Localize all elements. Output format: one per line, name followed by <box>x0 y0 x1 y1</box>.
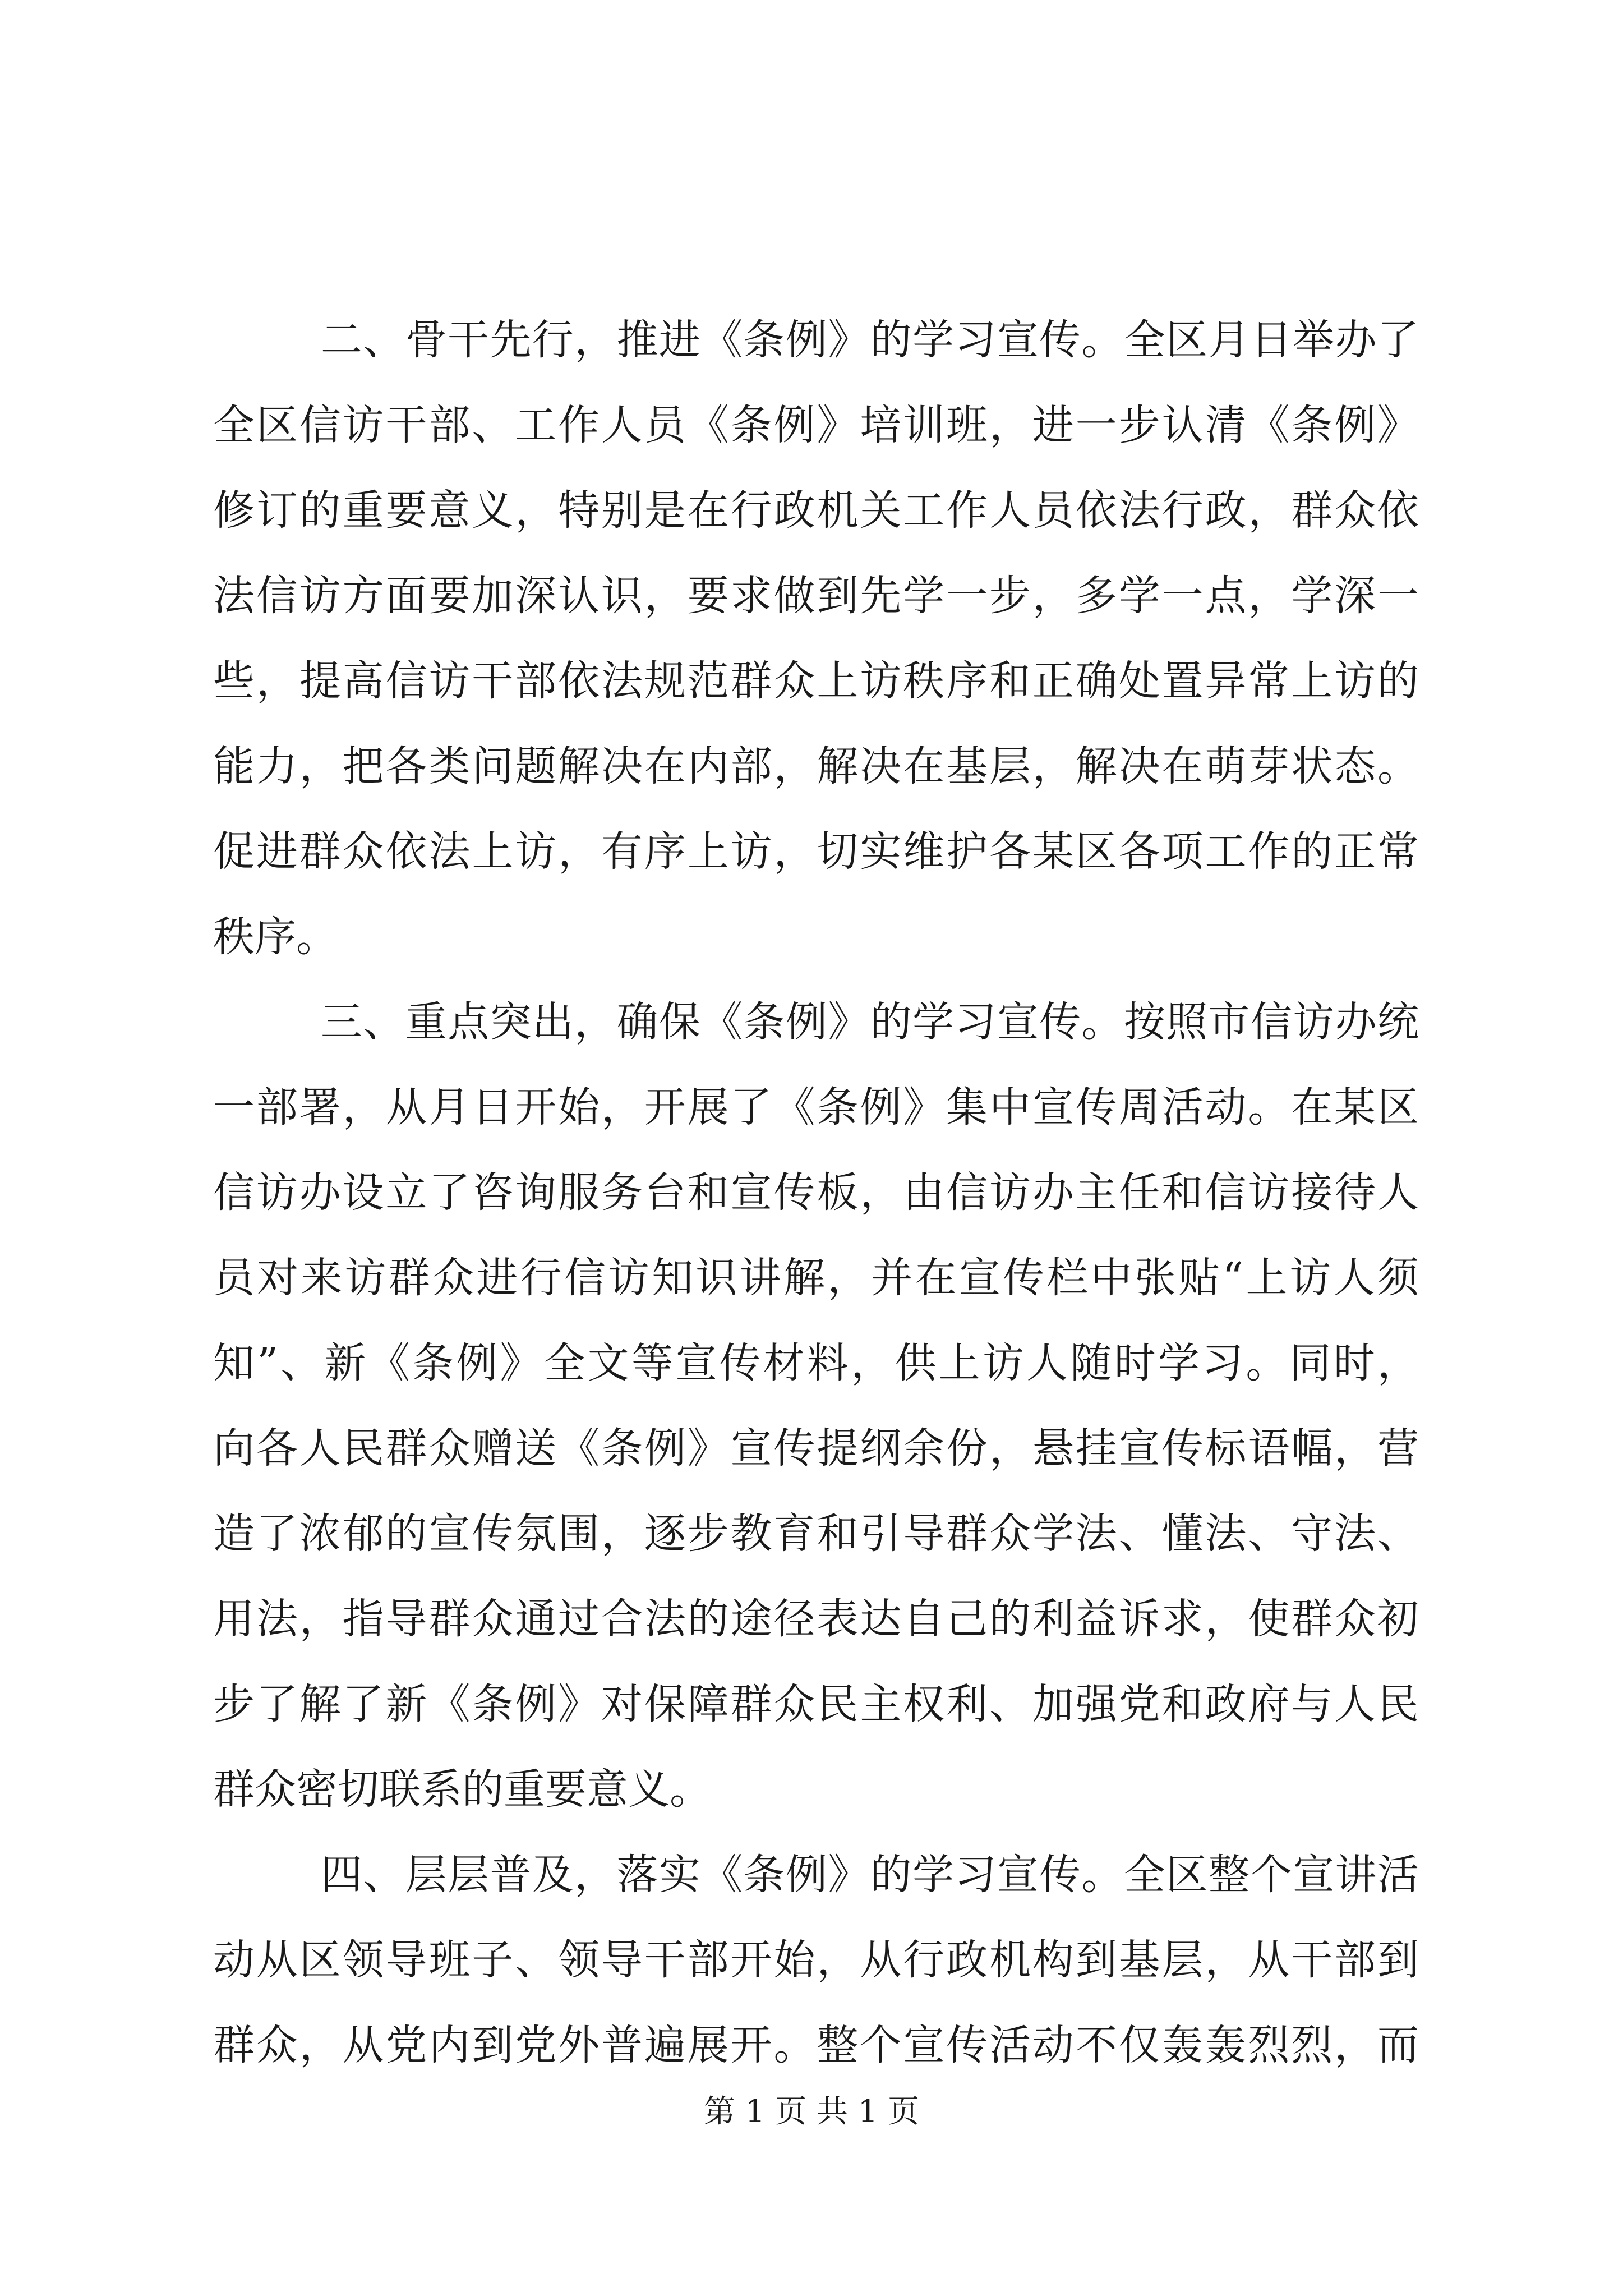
text-line: 促进群众依法上访，有序上访，切实维护各某区各项工作的正常 <box>213 827 1419 876</box>
text-line: 法信访方面要加深认识，要求做到先学一步，多学一点，学深一 <box>213 572 1419 620</box>
text-line: 全区信访干部、工作人员《条例》培训班，进一步认清《条例》 <box>213 401 1419 449</box>
text-line: 些，提高信访干部依法规范群众上访秩序和正确处置异常上访的 <box>213 657 1419 705</box>
text-line: 知”、新《条例》全文等宣传材料，供上访人随时学习。同时， <box>213 1339 1419 1387</box>
text-line: 造了浓郁的宣传氛围，逐步教育和引导群众学法、懂法、守法、 <box>213 1510 1419 1558</box>
text-line: 四、层层普及，落实《条例》的学习宣传。全区整个宣讲活 <box>321 1851 1419 1899</box>
text-line: 信访办设立了咨询服务台和宣传板，由信访办主任和信访接待人 <box>213 1168 1419 1217</box>
text-line: 向各人民群众赠送《条例》宣传提纲余份，悬挂宣传标语幅，营 <box>213 1424 1419 1473</box>
text-line: 二、骨干先行，推进《条例》的学习宣传。全区月日举办了 <box>321 316 1419 364</box>
page-footer: 第 1 页 共 1 页 <box>703 2093 920 2130</box>
text-line: 秩序。 <box>213 913 338 961</box>
text-line: 员对来访群众进行信访知识讲解，并在宣传栏中张贴“上访人须 <box>213 1254 1419 1302</box>
paragraph <box>213 1832 1419 2088</box>
text-line: 动从区领导班子、领导干部开始，从行政机构到基层，从干部到 <box>213 1936 1419 1984</box>
text-line: 一部署，从月日开始，开展了《条例》集中宣传周活动。在某区 <box>213 1083 1419 1131</box>
text-line: 步了解了新《条例》对保障群众民主权利、加强党和政府与人民 <box>213 1680 1419 1728</box>
paragraph <box>213 979 1419 1832</box>
paragraph <box>213 297 1419 979</box>
text-line: 三、重点突出，确保《条例》的学习宣传。按照市信访办统 <box>321 998 1419 1046</box>
text-line: 用法，指导群众通过合法的途径表达自己的利益诉求，使群众初 <box>213 1595 1419 1643</box>
text-line: 群众密切联系的重要意义。 <box>213 1765 711 1814</box>
text-line: 能力，把各类问题解决在内部，解决在基层，解决在萌芽状态。 <box>213 742 1419 790</box>
text-line: 群众，从党内到党外普遍展开。整个宣传活动不仅轰轰烈烈，而 <box>213 2021 1419 2069</box>
document-body <box>213 297 1419 2088</box>
text-line: 修订的重要意义，特别是在行政机关工作人员依法行政，群众依 <box>213 486 1419 535</box>
